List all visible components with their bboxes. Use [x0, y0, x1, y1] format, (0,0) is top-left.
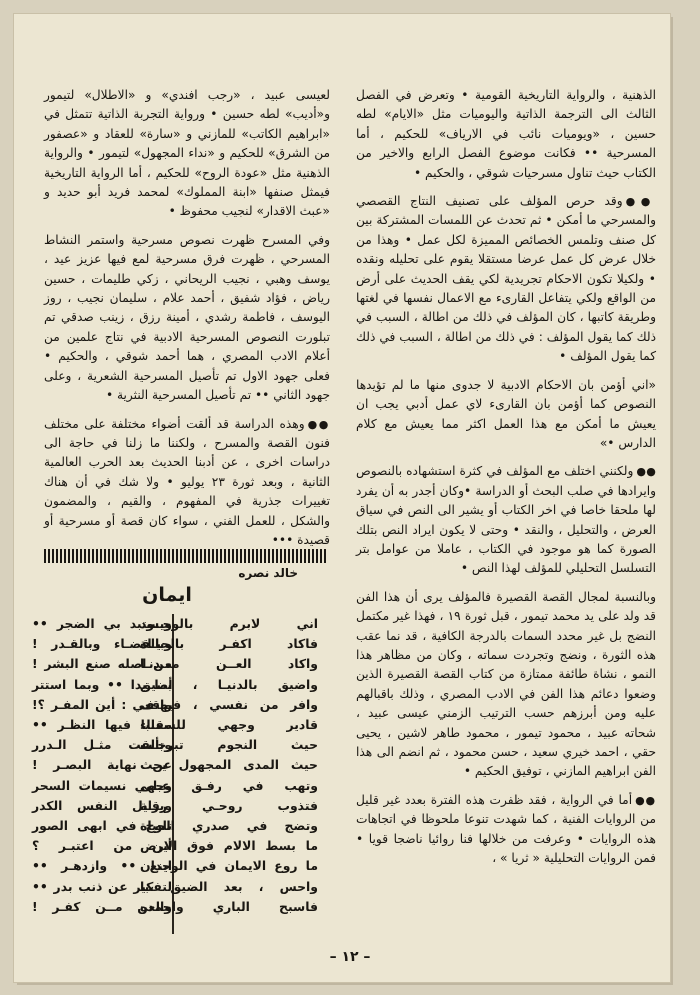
poem-title: ايمان	[142, 584, 192, 606]
poem-line: ويستبد بي الضجر ••	[32, 616, 172, 631]
poem-left-hemistichs	[32, 614, 172, 917]
poem-line: ما بسط الالام فوق الارض	[140, 838, 318, 854]
poem-line: قادير وجهي للسمـاء	[140, 717, 318, 733]
poem-line: من اصله صنع البشر !	[32, 656, 172, 672]
paragraph	[356, 791, 656, 869]
poem-line: وتضج في صدري الحياة	[140, 818, 318, 834]
paragraph-text: وهذه الدراسة قد ألقت أضواء مختلفة على مختلف فنون القصة والمسرح ، ولكننا ما زلنا في حاجة الى دراسات اخرى ، عن أدبنا الحديث بعد الحرب العالمية الثانية ، وبعد ثورة ٢٣ يوليو • ولا شك في أن هناك تغييرات جذرية في المفهوم ، والقيم ، والمضمون والشكل ، للعمل الفني ، سواء كان قصة أو مسرحية أو قصيدة •••	[44, 416, 330, 547]
poem-line: أين من اعتبـر ؟	[32, 838, 172, 854]
paragraph: وبالنسبة لمجال القصة القصيرة فالمؤلف يرى أن هذا الفن قد ولد على يد محمد تيمور ، قبل ثورة ١٩ ، فهذا غير مكتمل النضج بل غير محدد السمات بالدرجة الكافية ، قد نما عقب هذه الثورة ، ونضج وتجردت سماته ، وكان من مظاهر هذا النمو ، نشاة طائفة ممتازة من كتاب القصة القصيرة الذين وضعوا دعائم هذا الفن في الادب المصري ، وذلك باقبالهم عليه ومن أبرزهم حسب الترتيب الزمني عيسى عبيد ، شحاته عبيد ، محمود تيمور ، محمود طاهر لاشين ، يحيى حقي ، احمد خيري سعيد ، حسن محمود ، ثم انضم الى هذا الفن ابراهيم المازني ، توفيق الحكيم •	[356, 589, 656, 779]
poem-line: حيث النجوم تبرجـت	[140, 737, 318, 753]
paragraph	[356, 192, 656, 367]
poem-line: وبالقضـاء وبالقـدر !	[32, 636, 172, 652]
paragraph: وفي المسرح ظهرت نصوص مسرحية واستمر النشاط المسرحي ، ظهرت فرق مسرحية لمع فيها عزيز عيد ، يوسف وهبي ، نجيب الريحاني ، زكي طليمات ، حسين رياض ، فؤاد شفيق ، أحمد علام ، سليمان نجيب ، روز اليوسف ، فاطمة رشدي ، أمينة رزق ، زينب صدقي تم تبلورت النصوص المسرحية الادبية في نتاج علمين من أعلام الادب المصري ، هما أحمد شوقي ، والحكيم • فعلى جهود الاول تم تأصيل المسرحية الشعرية ، وعلى جهود الثاني •• تم تأصيل المسرحية النثرية •	[44, 232, 330, 403]
poem-line: واحس ، بعد الضيق ،با	[140, 878, 318, 894]
page-number: – ١٢ –	[329, 949, 371, 965]
paragraph-text: وقد حرص المؤلف على تصنيف النتاج القصصي والمسرحي ما أمكن • ثم تحدث عن اللمسات المشتركة بين كل صنف وتلمس الخصائص المميزة لكل عمل • وهذا من خلال عرض كل عمل عرضا مستقلا يقوم على تحليله ونقده • ولكيلا تكون الاحكام تجريدية لكي يقف الحديث على أرض من الواقع ولكي يتفاعل القارىء مع الاعمال نفسها في لغتها وطريقة كاتبها ، كان المؤلف في ذلك من اطالة ، السبب في ذلك كما يقول المؤلف : في ذلك من اطالة ، السبب في ذلك كما يقول المؤلف •	[356, 194, 656, 364]
poem-line: وافر من نفسي ، فيهتف	[140, 696, 318, 712]
poem-line: لتفكير عن ذنب بدر ••	[32, 878, 172, 894]
poem-line: فاكاد اكفـر بالحيـاة	[140, 636, 318, 652]
text-column-right	[356, 86, 656, 877]
poem-line: فاسبح الباري واحمده	[140, 898, 318, 914]
poem-line: والعن مــن كفـر !	[32, 898, 172, 914]
poem-line: عن نهاية البصـر !	[32, 757, 172, 773]
paragraph	[44, 415, 330, 551]
poem-line: ويزايل النفس الكدر	[32, 797, 172, 813]
paragraph-text: ولكنني اختلف مع المؤلف في كثرة استشهاده بالنصوص وايرادها في صلب البحث أو الدراسة •وكان أجدر به أن يفرد لها ملحقا خاصا في اخر الكتاب أو يشير الى النص في سياق العرض ، والتحليل ، والنقد • وحتى لا يكون ايراد النص بتلك الصورة كما هو موجود في الكتاب ، عاملا من عوامل بتر التسلسل التحليلي للمؤلف لهذا النص •	[356, 464, 656, 576]
poem-line: تلوح في ابهى الصور	[32, 818, 172, 834]
poem-line: اينع •• وازدهـر ••	[32, 858, 172, 874]
poem-line: واكاد العــن معـدنـا	[140, 656, 318, 672]
poem-line: واقعي : أين المفـر ؟!	[32, 696, 172, 712]
bullet-icon: ●●	[625, 195, 656, 209]
bullet-icon: ●●	[636, 465, 656, 479]
bullet-icon: ●●	[635, 793, 656, 807]
poem-line: وتألقت مثـل الـدرر	[32, 737, 172, 753]
poem-line: فتذوب روحـي رقـة	[140, 797, 318, 813]
section-divider	[44, 549, 326, 563]
magazine-page	[14, 14, 670, 982]
text-column-left	[44, 86, 330, 559]
poem-line: واضيق بالدنيـا ، أضيق	[140, 676, 318, 692]
paragraph: الذهنية ، والرواية التاريخية القومية • وتعرض في الفصل الثالث الى الترجمة الذاتية واليوميات مثل «الايام» لطه حسين ، «ويوميات نائب في الارياف» للحكيم ، أما المسرحية •• فكانت موضوع الفصل الرابع والاخير من الكتاب حيث تناول مسرحيات شوقي ، والحكيم •	[356, 88, 656, 180]
poem-line: وتهب في رفـق عـلى	[140, 777, 318, 793]
paragraph: «اني أؤمن بان الاحكام الادبية لا جدوى منها ما لم تؤيدها النصوص كما أؤمن بان القارىء لاي عمل أدبي يجب ان يعيش ما أمكن مع هذا العمل اكثر مما يعيش مع كلام الدارس •»	[356, 377, 656, 450]
paragraph	[356, 462, 656, 578]
paragraph-text: أما في الرواية ، فقد ظفرت هذه الفترة بعدد غير قليل من الروايات الفنية ، كما شهدت تنوعا ملحوظا في اتجاهات هذه الروايات • وعرفت من خلالها فنا روائيا ناضجا قويا • فمن الروايات التحليلية « ثريا » ،	[356, 792, 656, 866]
poem-line: ما روع الايمان في الوجدان	[140, 858, 318, 874]
poem-author: خالد نصره	[238, 566, 298, 580]
paragraph: لعيسى عبيد ، «رجب افندي» و «الاطلال» لتيمور و«أديب» لطه حسين • ورواية التجربة الذاتية تتمثل في «ابراهيم الكاتب» للمازني و «سارة» للعقاد و «عصفور من الشرق» للحكيم و «نداء المجهول» لتيمور • والرواية الذهنية مثل «عودة الروح» للحكيم ، أما الرواية التاريخية فيمثل صنفها «ابنة المملوك» لمحمد فريد أبو حديد و «عبث الاقدار» لنجيب محفوظ •	[44, 88, 330, 219]
poem-line: وجهي نسيمات السحر	[32, 777, 172, 793]
poem-line: اني لابرم بالوجــود	[140, 616, 318, 631]
poem-line: حيث المدى المجهول يحث	[140, 757, 318, 773]
poem-line: بما بدا •• وبما استتر	[32, 676, 172, 692]
bullet-icon: ●●	[307, 417, 331, 431]
poem-line: مقلبا فيها النظـر ••	[32, 717, 172, 733]
